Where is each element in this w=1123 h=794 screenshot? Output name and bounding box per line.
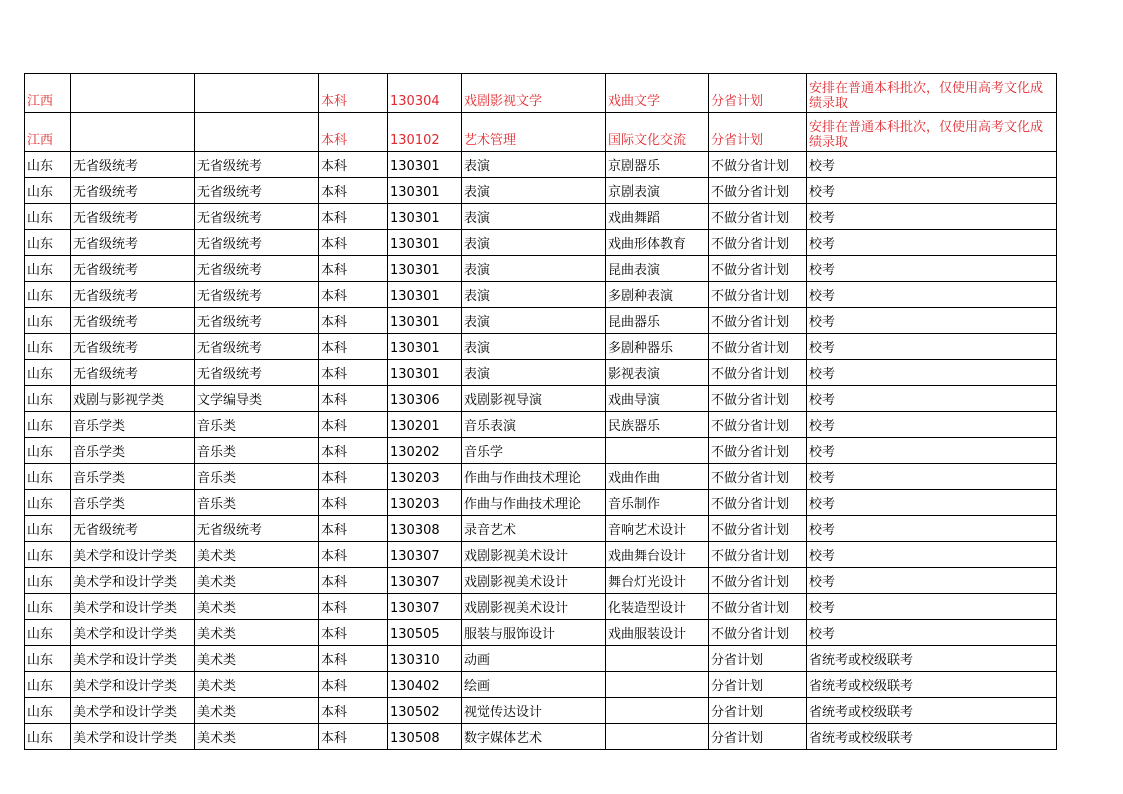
major-code-cell: 130306 [388, 386, 462, 412]
province-cell: 山东 [25, 412, 71, 438]
table-row [25, 568, 1057, 594]
plan-type-cell: 不做分省计划 [709, 282, 807, 308]
direction-cell [606, 672, 709, 698]
level-cell: 本科 [319, 490, 388, 516]
direction-cell [606, 724, 709, 750]
major-name-cell: 服装与服饰设计 [462, 620, 606, 646]
subject-category-cell: 音乐学类 [71, 490, 195, 516]
table-row [25, 308, 1057, 334]
subject-category-cell: 无省级统考 [71, 516, 195, 542]
level-cell: 本科 [319, 594, 388, 620]
major-code-cell: 130508 [388, 724, 462, 750]
province-cell: 山东 [25, 490, 71, 516]
table-row [25, 256, 1057, 282]
exam-type-cell: 无省级统考 [195, 256, 319, 282]
province-cell: 山东 [25, 334, 71, 360]
table-row [25, 360, 1057, 386]
subject-category-cell: 无省级统考 [71, 256, 195, 282]
major-code-cell: 130304 [388, 74, 462, 113]
major-code-cell: 130308 [388, 516, 462, 542]
major-name-cell: 戏剧影视美术设计 [462, 542, 606, 568]
major-code-cell: 130502 [388, 698, 462, 724]
major-name-cell: 作曲与作曲技术理论 [462, 464, 606, 490]
major-code-cell: 130301 [388, 204, 462, 230]
admission-method-cell: 校考 [807, 464, 1057, 490]
province-cell: 山东 [25, 672, 71, 698]
direction-cell: 戏曲服装设计 [606, 620, 709, 646]
exam-type-cell: 无省级统考 [195, 282, 319, 308]
table-row [25, 204, 1057, 230]
province-cell: 山东 [25, 568, 71, 594]
major-code-cell: 130102 [388, 113, 462, 152]
plan-type-cell: 不做分省计划 [709, 152, 807, 178]
major-name-cell: 数字媒体艺术 [462, 724, 606, 750]
table-row [25, 438, 1057, 464]
exam-type-cell: 美术类 [195, 542, 319, 568]
province-cell: 山东 [25, 360, 71, 386]
level-cell: 本科 [319, 438, 388, 464]
admission-method-cell: 校考 [807, 334, 1057, 360]
table-row [25, 74, 1057, 113]
exam-type-cell: 音乐类 [195, 412, 319, 438]
admission-method-cell: 校考 [807, 230, 1057, 256]
level-cell: 本科 [319, 152, 388, 178]
subject-category-cell: 美术学和设计学类 [71, 698, 195, 724]
level-cell: 本科 [319, 360, 388, 386]
major-name-cell: 表演 [462, 178, 606, 204]
major-name-cell: 表演 [462, 334, 606, 360]
level-cell: 本科 [319, 308, 388, 334]
major-code-cell: 130202 [388, 438, 462, 464]
level-cell: 本科 [319, 568, 388, 594]
table-row [25, 542, 1057, 568]
direction-cell: 民族器乐 [606, 412, 709, 438]
subject-category-cell: 音乐学类 [71, 412, 195, 438]
level-cell: 本科 [319, 113, 388, 152]
major-name-cell: 戏剧影视美术设计 [462, 568, 606, 594]
direction-cell: 戏曲舞台设计 [606, 542, 709, 568]
major-name-cell: 音乐表演 [462, 412, 606, 438]
major-name-cell: 动画 [462, 646, 606, 672]
major-code-cell: 130203 [388, 464, 462, 490]
province-cell: 山东 [25, 282, 71, 308]
major-name-cell: 作曲与作曲技术理论 [462, 490, 606, 516]
plan-type-cell: 分省计划 [709, 724, 807, 750]
major-name-cell: 视觉传达设计 [462, 698, 606, 724]
province-cell: 山东 [25, 438, 71, 464]
plan-type-cell: 不做分省计划 [709, 178, 807, 204]
level-cell: 本科 [319, 464, 388, 490]
province-cell: 山东 [25, 620, 71, 646]
admission-method-cell: 校考 [807, 594, 1057, 620]
province-cell: 山东 [25, 204, 71, 230]
subject-category-cell: 音乐学类 [71, 464, 195, 490]
major-code-cell: 130307 [388, 568, 462, 594]
province-cell: 山东 [25, 178, 71, 204]
level-cell: 本科 [319, 620, 388, 646]
major-code-cell: 130301 [388, 152, 462, 178]
direction-cell: 昆曲器乐 [606, 308, 709, 334]
major-name-cell: 戏剧影视文学 [462, 74, 606, 113]
exam-type-cell: 音乐类 [195, 490, 319, 516]
plan-type-cell: 不做分省计划 [709, 516, 807, 542]
subject-category-cell [71, 74, 195, 113]
admission-method-cell: 省统考或校级联考 [807, 646, 1057, 672]
direction-cell [606, 438, 709, 464]
level-cell: 本科 [319, 724, 388, 750]
level-cell: 本科 [319, 412, 388, 438]
table-row [25, 516, 1057, 542]
plan-type-cell: 不做分省计划 [709, 412, 807, 438]
plan-type-cell: 分省计划 [709, 113, 807, 152]
exam-type-cell: 无省级统考 [195, 178, 319, 204]
subject-category-cell: 无省级统考 [71, 334, 195, 360]
table-row [25, 646, 1057, 672]
plan-type-cell: 不做分省计划 [709, 308, 807, 334]
plan-type-cell: 不做分省计划 [709, 490, 807, 516]
direction-cell: 多剧种表演 [606, 282, 709, 308]
admission-method-cell: 校考 [807, 542, 1057, 568]
direction-cell: 戏曲舞蹈 [606, 204, 709, 230]
plan-type-cell: 分省计划 [709, 646, 807, 672]
direction-cell: 昆曲表演 [606, 256, 709, 282]
plan-type-cell: 不做分省计划 [709, 464, 807, 490]
admission-method-cell: 校考 [807, 308, 1057, 334]
level-cell: 本科 [319, 672, 388, 698]
plan-type-cell: 不做分省计划 [709, 386, 807, 412]
table-row [25, 334, 1057, 360]
major-name-cell: 表演 [462, 230, 606, 256]
province-cell: 山东 [25, 516, 71, 542]
admission-method-cell: 校考 [807, 620, 1057, 646]
subject-category-cell: 无省级统考 [71, 152, 195, 178]
major-code-cell: 130301 [388, 308, 462, 334]
plan-type-cell: 不做分省计划 [709, 568, 807, 594]
exam-type-cell: 无省级统考 [195, 516, 319, 542]
plan-type-cell: 不做分省计划 [709, 334, 807, 360]
province-cell: 江西 [25, 74, 71, 113]
province-cell: 山东 [25, 230, 71, 256]
table-row [25, 152, 1057, 178]
level-cell: 本科 [319, 542, 388, 568]
direction-cell: 戏曲导演 [606, 386, 709, 412]
table-row [25, 672, 1057, 698]
direction-cell: 多剧种器乐 [606, 334, 709, 360]
plan-type-cell: 不做分省计划 [709, 204, 807, 230]
major-name-cell: 表演 [462, 152, 606, 178]
subject-category-cell: 美术学和设计学类 [71, 568, 195, 594]
admission-method-cell: 校考 [807, 204, 1057, 230]
table-row [25, 594, 1057, 620]
admission-method-cell: 省统考或校级联考 [807, 698, 1057, 724]
direction-cell: 国际文化交流 [606, 113, 709, 152]
subject-category-cell: 美术学和设计学类 [71, 724, 195, 750]
table-row [25, 412, 1057, 438]
major-code-cell: 130301 [388, 360, 462, 386]
province-cell: 山东 [25, 464, 71, 490]
table-row [25, 282, 1057, 308]
exam-type-cell: 无省级统考 [195, 204, 319, 230]
subject-category-cell: 无省级统考 [71, 204, 195, 230]
exam-type-cell: 文学编导类 [195, 386, 319, 412]
province-cell: 江西 [25, 113, 71, 152]
level-cell: 本科 [319, 230, 388, 256]
direction-cell [606, 698, 709, 724]
exam-type-cell: 无省级统考 [195, 152, 319, 178]
subject-category-cell: 无省级统考 [71, 308, 195, 334]
exam-type-cell: 美术类 [195, 672, 319, 698]
plan-type-cell: 分省计划 [709, 698, 807, 724]
table-row [25, 386, 1057, 412]
level-cell: 本科 [319, 256, 388, 282]
direction-cell: 戏曲作曲 [606, 464, 709, 490]
major-code-cell: 130307 [388, 594, 462, 620]
exam-type-cell: 美术类 [195, 594, 319, 620]
admission-method-cell: 安排在普通本科批次，仅使用高考文化成绩录取 [807, 74, 1057, 113]
province-cell: 山东 [25, 542, 71, 568]
major-name-cell: 表演 [462, 256, 606, 282]
exam-type-cell: 美术类 [195, 646, 319, 672]
level-cell: 本科 [319, 334, 388, 360]
admission-method-cell: 校考 [807, 516, 1057, 542]
subject-category-cell: 无省级统考 [71, 178, 195, 204]
admission-method-cell: 校考 [807, 178, 1057, 204]
province-cell: 山东 [25, 152, 71, 178]
direction-cell: 音乐制作 [606, 490, 709, 516]
admission-method-cell: 校考 [807, 152, 1057, 178]
plan-type-cell: 不做分省计划 [709, 230, 807, 256]
level-cell: 本科 [319, 646, 388, 672]
level-cell: 本科 [319, 516, 388, 542]
subject-category-cell: 美术学和设计学类 [71, 542, 195, 568]
province-cell: 山东 [25, 646, 71, 672]
major-name-cell: 表演 [462, 308, 606, 334]
table-row [25, 724, 1057, 750]
direction-cell: 影视表演 [606, 360, 709, 386]
subject-category-cell: 无省级统考 [71, 360, 195, 386]
major-name-cell: 表演 [462, 282, 606, 308]
major-code-cell: 130505 [388, 620, 462, 646]
major-name-cell: 艺术管理 [462, 113, 606, 152]
province-cell: 山东 [25, 256, 71, 282]
direction-cell: 音响艺术设计 [606, 516, 709, 542]
admission-method-cell: 校考 [807, 282, 1057, 308]
major-code-cell: 130310 [388, 646, 462, 672]
major-code-cell: 130307 [388, 542, 462, 568]
exam-type-cell [195, 113, 319, 152]
table-row [25, 620, 1057, 646]
plan-type-cell: 不做分省计划 [709, 542, 807, 568]
major-code-cell: 130301 [388, 256, 462, 282]
major-name-cell: 表演 [462, 360, 606, 386]
major-name-cell: 音乐学 [462, 438, 606, 464]
subject-category-cell: 美术学和设计学类 [71, 620, 195, 646]
major-code-cell: 130201 [388, 412, 462, 438]
admission-method-cell: 校考 [807, 412, 1057, 438]
plan-type-cell: 不做分省计划 [709, 594, 807, 620]
direction-cell: 舞台灯光设计 [606, 568, 709, 594]
subject-category-cell: 无省级统考 [71, 230, 195, 256]
major-code-cell: 130301 [388, 178, 462, 204]
major-name-cell: 绘画 [462, 672, 606, 698]
direction-cell: 化装造型设计 [606, 594, 709, 620]
exam-type-cell: 美术类 [195, 698, 319, 724]
exam-type-cell: 美术类 [195, 568, 319, 594]
major-code-cell: 130301 [388, 230, 462, 256]
table-row [25, 178, 1057, 204]
direction-cell: 京剧器乐 [606, 152, 709, 178]
table-row [25, 490, 1057, 516]
subject-category-cell: 美术学和设计学类 [71, 594, 195, 620]
admissions-plan-table [24, 73, 1057, 750]
subject-category-cell: 无省级统考 [71, 282, 195, 308]
plan-type-cell: 分省计划 [709, 74, 807, 113]
level-cell: 本科 [319, 698, 388, 724]
direction-cell: 戏曲文学 [606, 74, 709, 113]
major-name-cell: 戏剧影视美术设计 [462, 594, 606, 620]
plan-type-cell: 不做分省计划 [709, 620, 807, 646]
table-row [25, 113, 1057, 152]
table-row [25, 698, 1057, 724]
province-cell: 山东 [25, 724, 71, 750]
exam-type-cell: 美术类 [195, 724, 319, 750]
province-cell: 山东 [25, 698, 71, 724]
admission-method-cell: 省统考或校级联考 [807, 672, 1057, 698]
exam-type-cell: 无省级统考 [195, 334, 319, 360]
level-cell: 本科 [319, 178, 388, 204]
exam-type-cell: 美术类 [195, 620, 319, 646]
major-code-cell: 130203 [388, 490, 462, 516]
plan-type-cell: 不做分省计划 [709, 256, 807, 282]
subject-category-cell: 美术学和设计学类 [71, 646, 195, 672]
admission-method-cell: 校考 [807, 386, 1057, 412]
admission-method-cell: 校考 [807, 256, 1057, 282]
exam-type-cell: 无省级统考 [195, 230, 319, 256]
major-name-cell: 录音艺术 [462, 516, 606, 542]
major-code-cell: 130402 [388, 672, 462, 698]
province-cell: 山东 [25, 386, 71, 412]
direction-cell: 京剧表演 [606, 178, 709, 204]
admission-method-cell: 省统考或校级联考 [807, 724, 1057, 750]
admission-method-cell: 校考 [807, 438, 1057, 464]
exam-type-cell: 无省级统考 [195, 360, 319, 386]
major-name-cell: 表演 [462, 204, 606, 230]
subject-category-cell: 音乐学类 [71, 438, 195, 464]
exam-type-cell: 音乐类 [195, 464, 319, 490]
major-name-cell: 戏剧影视导演 [462, 386, 606, 412]
admission-method-cell: 校考 [807, 568, 1057, 594]
major-code-cell: 130301 [388, 282, 462, 308]
level-cell: 本科 [319, 386, 388, 412]
subject-category-cell [71, 113, 195, 152]
admission-method-cell: 安排在普通本科批次，仅使用高考文化成绩录取 [807, 113, 1057, 152]
exam-type-cell: 音乐类 [195, 438, 319, 464]
major-code-cell: 130301 [388, 334, 462, 360]
level-cell: 本科 [319, 282, 388, 308]
direction-cell [606, 646, 709, 672]
table-row [25, 230, 1057, 256]
direction-cell: 戏曲形体教育 [606, 230, 709, 256]
table-row [25, 464, 1057, 490]
exam-type-cell [195, 74, 319, 113]
exam-type-cell: 无省级统考 [195, 308, 319, 334]
admission-method-cell: 校考 [807, 360, 1057, 386]
admission-method-cell: 校考 [807, 490, 1057, 516]
province-cell: 山东 [25, 594, 71, 620]
subject-category-cell: 美术学和设计学类 [71, 672, 195, 698]
level-cell: 本科 [319, 204, 388, 230]
level-cell: 本科 [319, 74, 388, 113]
plan-type-cell: 不做分省计划 [709, 360, 807, 386]
province-cell: 山东 [25, 308, 71, 334]
plan-type-cell: 不做分省计划 [709, 438, 807, 464]
plan-type-cell: 分省计划 [709, 672, 807, 698]
subject-category-cell: 戏剧与影视学类 [71, 386, 195, 412]
